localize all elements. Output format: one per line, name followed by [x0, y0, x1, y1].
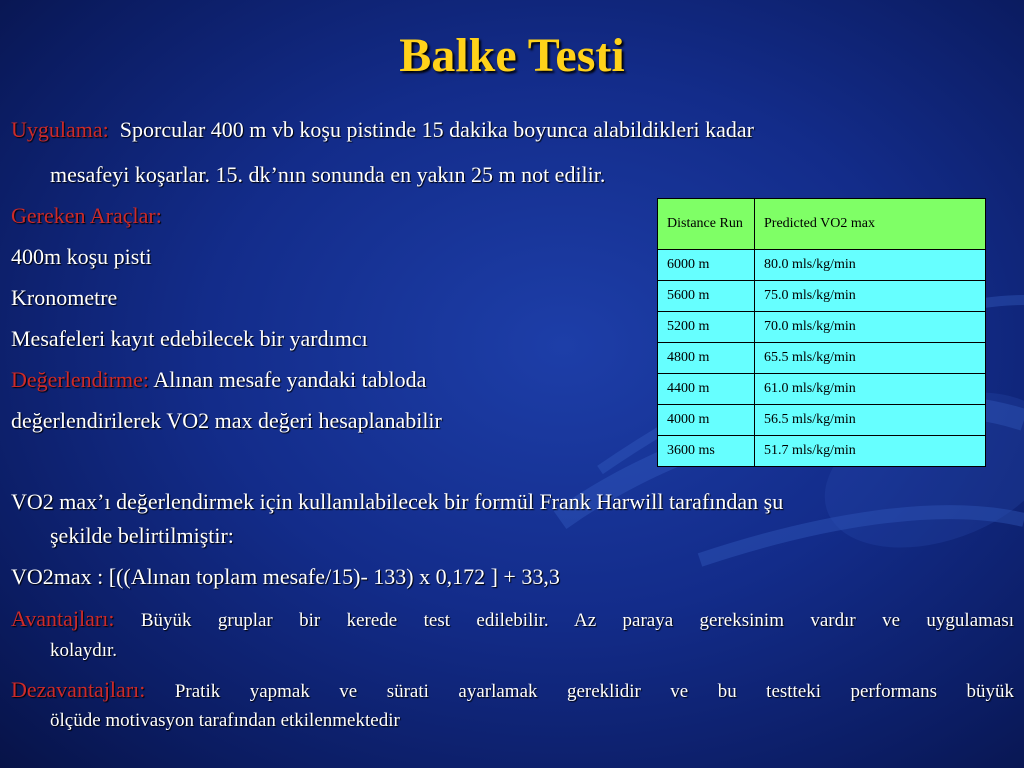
table-cell-vo2: 70.0 mls/kg/min: [755, 312, 986, 343]
dezavantajlar-line: [11, 676, 1014, 706]
dezavantajlar-text: Pratik yapmak ve sürati ayarlamak gereklidir ve bu testteki performans büyük: [174, 681, 1014, 702]
table-cell-distance: 6000 m: [658, 250, 755, 281]
table-row: [658, 436, 986, 467]
table-row: [658, 374, 986, 405]
formula-intro: VO2 max’ı değerlendirmek için kullanılabilecek bir formül Frank Harwill tarafından şu: [11, 489, 784, 514]
tool-item: Mesafeleri kayıt edebilecek bir yardımcı: [11, 326, 368, 351]
table-cell-vo2: 51.7 mls/kg/min: [755, 436, 986, 467]
table-header-row: [658, 199, 986, 250]
table-cell-distance: 5200 m: [658, 312, 755, 343]
table-cell-distance: 3600 ms: [658, 436, 755, 467]
tool-item: 400m koşu pisti: [11, 244, 152, 269]
uygulama-continuation: mesafeyi koşarlar. 15. dk’nın sonunda en yakın 25 m not edilir.: [50, 162, 606, 187]
table-cell-vo2: 61.0 mls/kg/min: [755, 374, 986, 405]
table-cell-vo2: 80.0 mls/kg/min: [755, 250, 986, 281]
table-cell-vo2: 65.5 mls/kg/min: [755, 343, 986, 374]
table-row: [658, 405, 986, 436]
formula: VO2max : [((Alınan toplam mesafe/15)- 133) x 0,172 ] + 33,3: [11, 564, 560, 589]
degerlendirme-text: Alınan mesafe yandaki tabloda: [153, 367, 427, 392]
degerlendirme-line: [11, 366, 426, 394]
table-cell-vo2: 56.5 mls/kg/min: [755, 405, 986, 436]
dezavantajlar-continuation: ölçüde motivasyon tarafından etkilenmektedir: [50, 710, 400, 731]
degerlendirme-label: Değerlendirme:: [11, 367, 150, 392]
dezavantajlar-label: Dezavantajları:: [11, 677, 146, 702]
uygulama-line: [11, 116, 754, 144]
gereken-label: Gereken Araçlar:: [11, 203, 162, 228]
avantajlar-continuation: kolaydır.: [50, 640, 118, 661]
avantajlar-line: [11, 605, 1014, 635]
vo2-table: [657, 198, 986, 467]
formula-intro-continuation: şekilde belirtilmiştir:: [50, 523, 234, 548]
table-cell-distance: 4800 m: [658, 343, 755, 374]
table-cell-distance: 4400 m: [658, 374, 755, 405]
table-row: [658, 250, 986, 281]
degerlendirme-continuation: değerlendirilerek VO2 max değeri hesaplanabilir: [11, 408, 442, 433]
table-row: [658, 312, 986, 343]
table-row: [658, 281, 986, 312]
table-cell-distance: 4000 m: [658, 405, 755, 436]
table-header-vo2: Predicted VO2 max: [755, 199, 986, 250]
tool-item: Kronometre: [11, 285, 118, 310]
table-cell-distance: 5600 m: [658, 281, 755, 312]
table-row: [658, 343, 986, 374]
uygulama-label: Uygulama:: [11, 117, 109, 142]
table-header-distance: Distance Run: [658, 199, 755, 250]
avantajlar-label: Avantajları:: [11, 606, 115, 631]
slide-title: Balke Testi: [399, 29, 625, 82]
uygulama-text: Sporcular 400 m vb koşu pistinde 15 dakika boyunca alabildikleri kadar: [119, 117, 754, 142]
avantajlar-text: Büyük gruplar bir kerede test edilebilir. Az paraya gereksinim vardır ve uygulaması: [140, 610, 1015, 631]
table-cell-vo2: 75.0 mls/kg/min: [755, 281, 986, 312]
